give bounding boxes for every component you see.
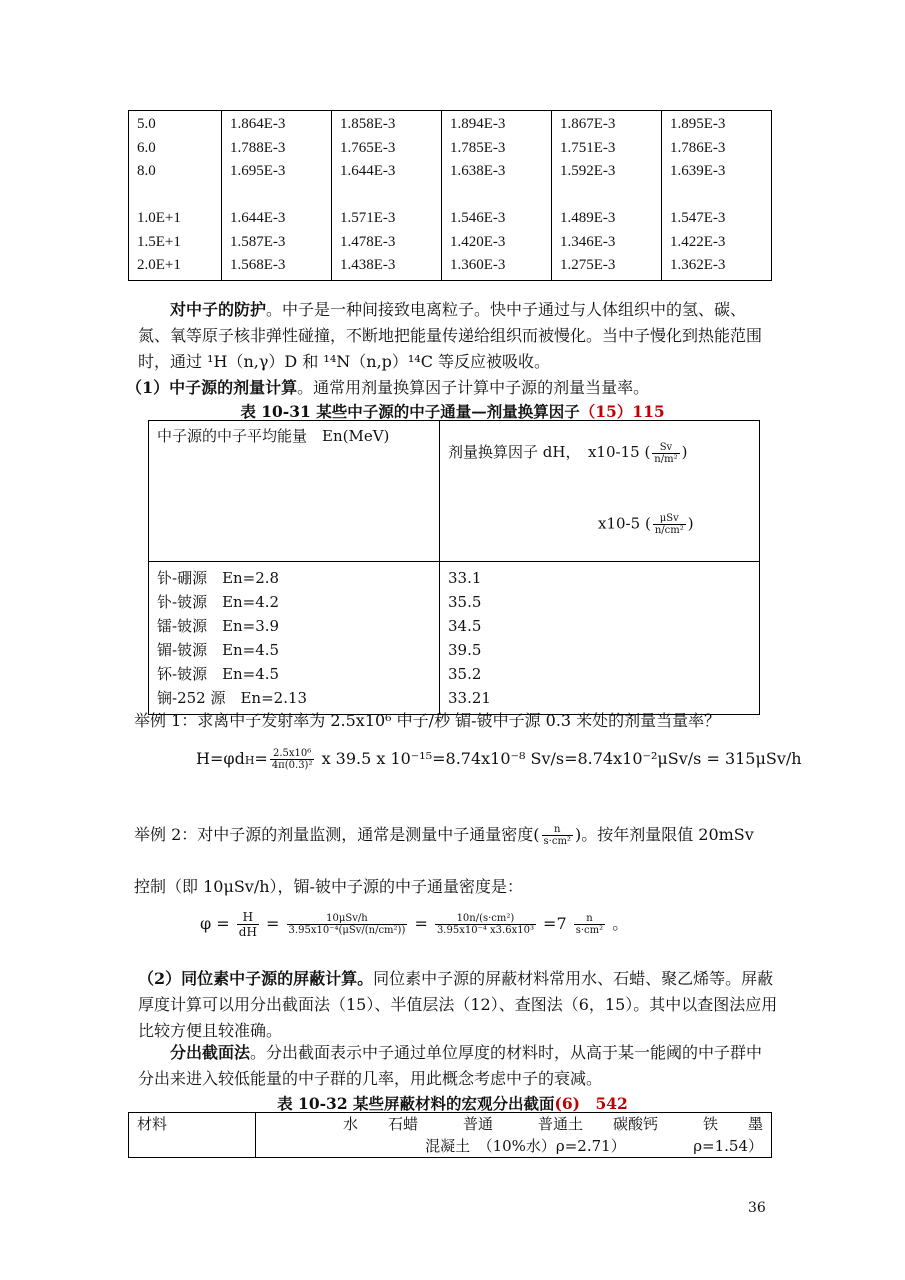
removal-cross-section-paragraph: 分出截面法。分出截面表示中子通过单位厚度的材料时，从高于某一能阈的中子群中分出来进入较低能量的中子群的几率，用此概念考虑中子的衰减。: [138, 1043, 763, 1088]
material-header: 材料: [129, 1113, 256, 1158]
example-2-text-cont: 控制（即 10μSv/h），镅-铍中子源的中子通量密度是：: [134, 877, 523, 896]
conversion-table-top: [128, 110, 772, 281]
table-row: [149, 562, 760, 715]
neutron-protection-paragraph: 对中子的防护。中子是一种间接致电离粒子。快中子通过与人体组织中的氢、碳、氮、氧等原子核非弹性碰撞，不断地把能量传递给组织而被慢化。当中子慢化到热能范围时，通过 ¹H（n,γ）D 和 ¹⁴N（n,p）¹⁴C 等反应被吸收。: [138, 300, 763, 371]
factor-value: 39.5: [448, 641, 482, 659]
shield-material-table: [128, 1112, 772, 1158]
source-name: 镭-铍源 En=3.9: [157, 617, 280, 635]
section-heading-dose-calc: （1）中子源的剂量计算。通常用剂量换算因子计算中子源的剂量当量率。: [126, 378, 650, 397]
example-2-text: 举例 2：对中子源的剂量监测，通常是测量中子通量密度( $\frac{n}{\text{s·cm²}}$ )。按年剂量限值 20mSv: [134, 824, 754, 847]
example-1-text: 举例 1：求离中子发射率为 2.5x10⁶ 中子/秒 镅-铍中子源 0.3 米处的剂量当量率？: [134, 711, 721, 730]
page-number: 36: [748, 1200, 766, 1216]
table-row: 5.0 6.0 8.0 1.0E+1 1.5E+1 2.0E+1 1.864E-3 1.788E-3 1.695E-3 1.644E-3 1.587E-3 1.568E-3 1.858E-3 1.765E-3 1.644E-3 1.571E-3 1.478E-3 1.438E-3 1.894E-3 1.785E-3 1.638E-3 1.546E-3 1.420E-3 1.360E-3 1.867E-3 1.751E-3 1.592E-3 1.489E-3 1.346E-3 1.275E-3 1.895E-3 1.786E-3 1.639E-3 1.547E-3 1.422E-3 1.362E-3: [129, 111, 772, 281]
table-caption-10-31: 表 10-31 某些中子源的中子通量—剂量换算因子（15）115: [240, 402, 665, 421]
header-conversion-factor: 剂量换算因子 dH， x10-15 ( $\frac{Sv}{\text{n/m²}}$ ) x10-5 ( $\frac{\text{μSv}}{\text{n/cm²}}$ ): [440, 421, 760, 562]
section-2-paragraph: （2）同位素中子源的屏蔽计算。同位素中子源的屏蔽材料常用水、石蜡、聚乙烯等。屏蔽厚度计算可以用分出截面法（15）、半值层法（12）、查图法（6，15）。其中以查图法应用比较方便且较准确。: [138, 969, 778, 1040]
table-row: [129, 1113, 772, 1158]
factor-value: 33.1: [448, 569, 482, 587]
factor-value: 33.21: [448, 689, 491, 707]
source-name: 锎-252 源 En=2.13: [157, 689, 308, 707]
example-2-formula: φ = $\frac{H}{dH}$ = $\frac{\text{10μSv/h}}{\text{3.95x10⁻⁴(μSv/(n/cm²))}}$ = $\frac{\text{10n/(s·cm²)}}{\text{3.95x10⁻⁴ x3.6x10³}}$ =7 $\frac{n}{\text{s·cm²}}$ 。: [200, 910, 629, 939]
table-header-row: [149, 421, 760, 562]
source-name: 钚-铍源 En=4.5: [157, 665, 280, 683]
example-1-formula: H=φdH= $\frac{\text{2.5x10⁶}}{\text{4π(0.3)²}}$ x 39.5 x 10⁻¹⁵=8.74x10⁻⁸ Sv/s=8.74x10⁻²μSv/s = 315μSv/h: [196, 748, 802, 771]
material-names: 水 石蜡 普通 普通土 碳酸钙 铁 墨: [342, 1115, 763, 1133]
source-name: 钋-铍源 En=4.2: [157, 593, 280, 611]
dose-conversion-table: [148, 420, 760, 715]
header-energy: 中子源的中子平均能量 En(MeV): [149, 421, 440, 562]
source-name: 钋-硼源 En=2.8: [157, 569, 280, 587]
table-caption-10-32: 表 10-32 某些屏蔽材料的宏观分出截面(6) 542: [277, 1094, 628, 1113]
factor-value: 34.5: [448, 617, 482, 635]
factor-value: 35.5: [448, 593, 482, 611]
source-name: 镅-铍源 En=4.5: [157, 641, 280, 659]
material-notes: 混凝土 （10%水）ρ=2.71） ρ=1.54）: [425, 1137, 763, 1155]
factor-value: 35.2: [448, 665, 482, 683]
